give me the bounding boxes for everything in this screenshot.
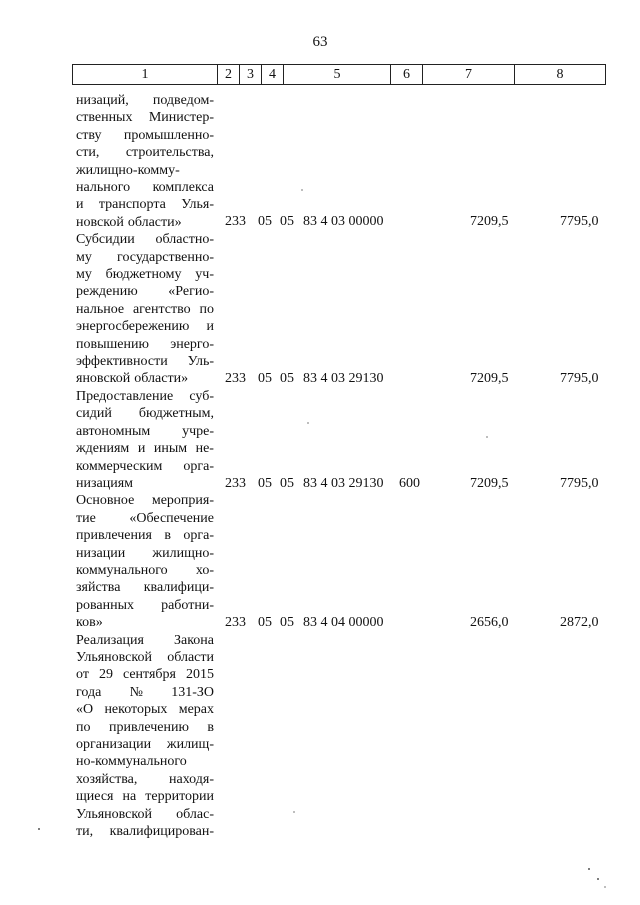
description-line: Ульяновской области: [76, 649, 214, 665]
scan-speck: [38, 828, 40, 830]
description-line: му государственно-: [76, 249, 214, 265]
description-line: яновской области»: [76, 371, 189, 387]
cell-target: 83 4 04 00000: [303, 614, 384, 630]
description-line: Ульяновской облас-: [76, 806, 214, 822]
cell-code: 233: [225, 475, 246, 491]
header-col-2: 2: [225, 67, 232, 82]
description-line: нального комплекса: [76, 179, 214, 195]
cell-sub: 05: [280, 370, 294, 386]
description-line: сидий бюджетным,: [76, 406, 214, 422]
description-line: Реализация Закона: [76, 632, 214, 648]
description-line: от 29 сентября 2015: [76, 667, 214, 683]
description-line: щиеся на территории: [76, 789, 214, 805]
cell-type: 600: [399, 475, 420, 491]
description-line: организации жилищ-: [76, 736, 214, 752]
description-line: новской области»: [76, 214, 182, 230]
description-line: энергосбережению и: [76, 319, 214, 335]
cell-sec: 05: [258, 370, 272, 386]
header-col-1: 1: [141, 67, 149, 82]
description-line: ти, квалифицирован-: [76, 823, 214, 839]
header-col-5: 5: [333, 67, 341, 82]
table-header: [72, 64, 606, 85]
description-line: Субсидии областно-: [76, 232, 214, 248]
description-line: тие «Обеспечение: [76, 510, 214, 526]
page-number: 63: [312, 34, 328, 50]
scan-speck: [588, 868, 590, 870]
description-line: по привлечению в: [76, 719, 214, 735]
header-col-7: 7: [465, 67, 472, 82]
header-col-3: 3: [247, 67, 254, 82]
cell-v8: 7795,0: [560, 370, 599, 386]
cell-code: 233: [225, 214, 246, 230]
description-line: ственных Министер-: [76, 110, 214, 126]
header-col-4: 4: [269, 67, 276, 82]
description-line: жилищно-комму-: [76, 162, 180, 178]
cell-v7: 7209,5: [470, 214, 509, 230]
description-line: ству промышленно-: [76, 127, 214, 143]
cell-sub: 05: [280, 614, 294, 630]
description-line: коммунального хо-: [76, 562, 214, 578]
row-description: [76, 632, 214, 841]
cell-target: 83 4 03 00000: [303, 214, 384, 230]
cell-v8: 2872,0: [560, 614, 599, 630]
row-description: [76, 231, 214, 388]
description-line: низациям: [76, 475, 134, 491]
description-line: года № 131-ЗО: [76, 684, 214, 700]
row-description: [76, 92, 214, 231]
cell-v7: 2656,0: [470, 614, 509, 630]
cell-target: 83 4 03 29130: [303, 475, 384, 491]
description-line: му бюджетному уч-: [76, 266, 214, 282]
row-description: [76, 388, 214, 492]
header-col-8: 8: [556, 67, 564, 82]
cell-code: 233: [225, 370, 246, 386]
cell-v8: 7795,0: [560, 475, 599, 491]
cell-v8: 7795,0: [560, 214, 599, 230]
cell-v7: 7209,5: [470, 475, 509, 491]
description-line: автономным учре-: [76, 423, 214, 439]
description-line: низаций, подведом-: [76, 93, 214, 108]
description-line: сти, строительства,: [76, 145, 214, 161]
description-line: нальное агентство по: [76, 301, 214, 317]
description-line: эффективности Уль-: [76, 353, 214, 369]
description-line: повышению энерго-: [76, 336, 214, 352]
scan-speck: [293, 811, 295, 813]
description-line: ков»: [76, 615, 103, 631]
cell-sub: 05: [280, 475, 294, 491]
description-line: «О некоторых мерах: [76, 702, 214, 718]
description-line: ждениям и иным не-: [76, 441, 214, 457]
cell-code: 233: [225, 614, 246, 630]
header-col-6: 6: [403, 67, 410, 82]
description-line: реждению «Регио-: [76, 284, 214, 300]
scan-speck: [597, 878, 599, 880]
description-line: Основное мероприя-: [76, 493, 214, 509]
description-line: зяйства квалифици-: [76, 580, 214, 596]
scan-speck: [307, 422, 309, 424]
description-line: рованных работни-: [76, 597, 214, 613]
description-line: Предоставление суб-: [76, 389, 214, 404]
description-line: но-коммунального: [76, 754, 187, 770]
cell-target: 83 4 03 29130: [303, 370, 384, 386]
cell-v7: 7209,5: [470, 370, 509, 386]
description-line: низации жилищно-: [76, 545, 214, 561]
description-line: привлечения в орга-: [76, 528, 214, 544]
description-line: и транспорта Улья-: [76, 197, 214, 213]
cell-sec: 05: [258, 214, 272, 230]
cell-sec: 05: [258, 475, 272, 491]
row-description: [76, 492, 214, 631]
description-line: хозяйства, находя-: [76, 771, 214, 787]
scan-speck: [486, 436, 488, 438]
scan-speck: [301, 189, 303, 191]
description-line: коммерческим орга-: [76, 458, 214, 474]
cell-sub: 05: [280, 214, 294, 230]
cell-sec: 05: [258, 614, 272, 630]
scan-speck: [604, 886, 606, 888]
